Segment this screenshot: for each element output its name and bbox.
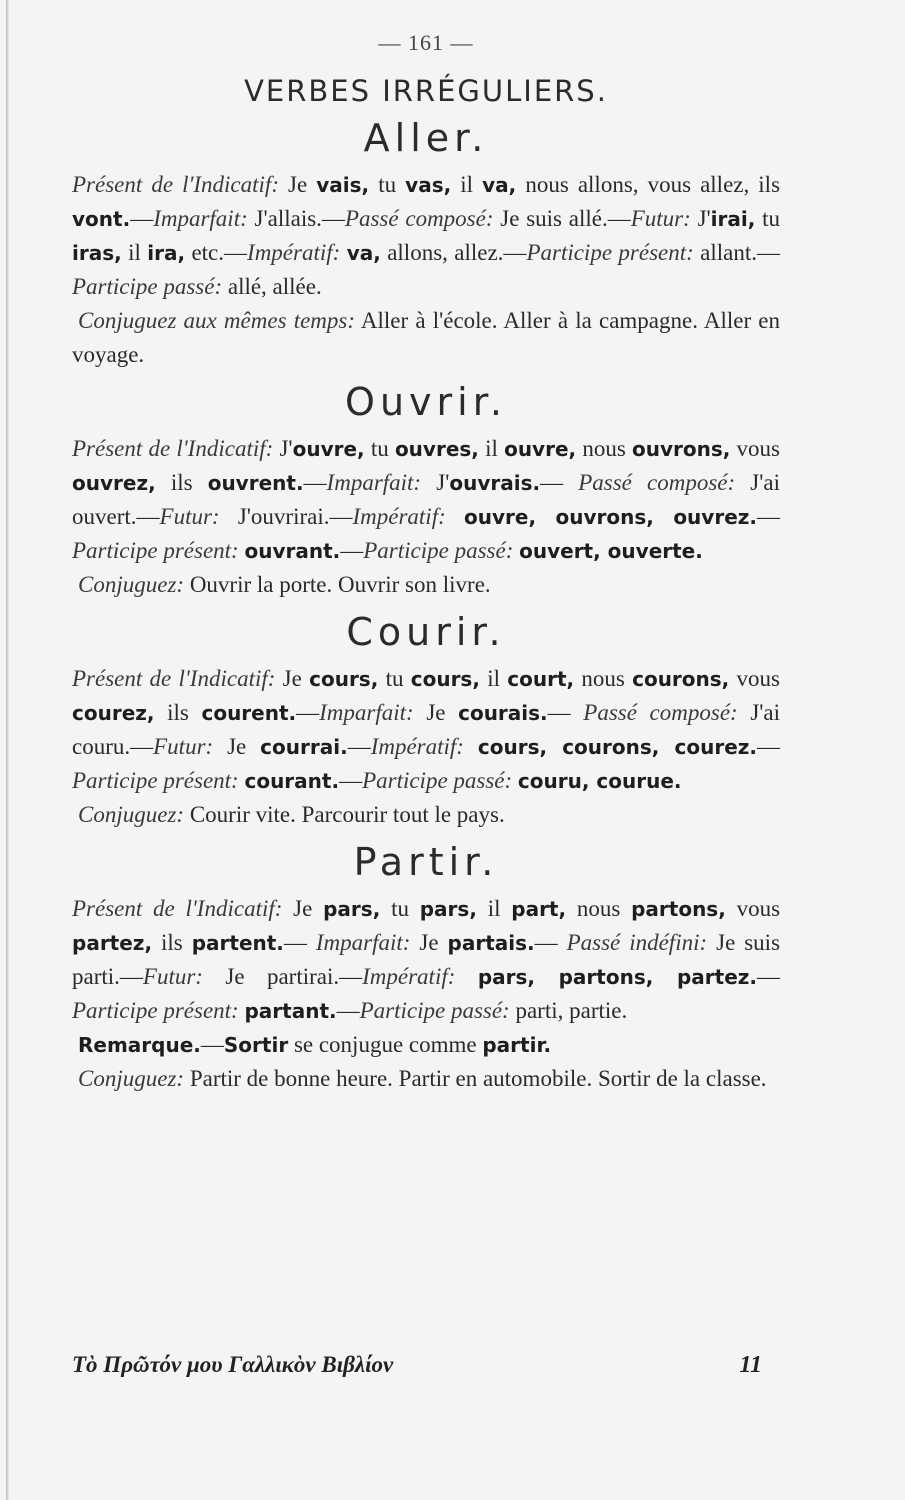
tense-label: Imparfait:	[315, 930, 411, 955]
verb-form: partais.	[447, 931, 535, 955]
tense-label: Participe passé:	[363, 538, 514, 563]
footer-signature: 11	[739, 1352, 762, 1378]
text-run: tu	[378, 666, 411, 691]
text-run: —	[340, 538, 364, 563]
verb-form: ouvert, ouverte.	[519, 539, 703, 563]
verb-form: courrai.	[260, 735, 348, 759]
text-run: vous	[730, 436, 780, 461]
text-run: Je partirai.—	[202, 964, 363, 989]
tense-label: Présent de l'Indicatif:	[72, 172, 279, 197]
text-run: —	[547, 700, 584, 725]
verb-form: partant.	[244, 999, 337, 1023]
exercise-paragraph	[72, 568, 780, 602]
tense-label: Imparfait:	[153, 206, 248, 231]
page-edge	[6, 0, 9, 1500]
footer-book-title: Τὸ Πρῶτόν μου Γαλλικὸν Βιβλίον	[72, 1352, 394, 1377]
text-run: Je	[278, 172, 317, 197]
verb-form: pars, partons, partez.	[477, 965, 758, 989]
text-run: —	[540, 470, 579, 495]
text-run: parti, partie.	[509, 998, 628, 1023]
verb-title: Courir.	[346, 610, 506, 654]
verb-form: ouvre, ouvrons, ouvrez.	[464, 505, 757, 529]
tense-label: Participe passé:	[72, 274, 223, 299]
verb-title: Partir.	[353, 840, 499, 884]
verb-form: ouvrez,	[72, 471, 156, 495]
text-run: Courir vite. Parcourir tout le pays.	[184, 802, 505, 827]
text-run: il	[476, 896, 512, 921]
verb-form: vas,	[405, 173, 452, 197]
verb-form: courons,	[632, 667, 730, 691]
text-run: J'	[421, 470, 450, 495]
chapter-title: VERBES IRRÉGULIERS.	[244, 74, 608, 108]
text-run: nous	[574, 666, 633, 691]
verb-form: courais.	[458, 701, 548, 725]
tense-label: Participe présent:	[72, 768, 239, 793]
tense-label: Futur:	[630, 206, 691, 231]
verb-form: ouvrais.	[449, 471, 541, 495]
tense-label: Participe présent:	[72, 538, 239, 563]
tense-label: Impératif:	[362, 964, 456, 989]
verb-form: partir.	[482, 1033, 552, 1057]
text-run: J'ai couru.—	[72, 700, 781, 759]
page-number: — 161 —	[378, 30, 474, 55]
text-run: Ouvrir la porte. Ouvrir son livre.	[184, 572, 491, 597]
sections-container	[72, 116, 780, 1096]
exercise-paragraph	[72, 1062, 780, 1096]
tense-label: Participe présent:	[72, 998, 239, 1023]
verb-form: cours,	[410, 667, 480, 691]
tense-label: Impératif:	[370, 734, 464, 759]
tense-label: Futur:	[153, 734, 214, 759]
exercise-paragraph	[72, 1028, 780, 1062]
verb-form: ouvrant.	[244, 539, 341, 563]
verb-form: ira,	[147, 241, 186, 265]
verb-form: court,	[507, 667, 575, 691]
text-run: —	[757, 734, 780, 759]
verb-form: pars,	[419, 897, 477, 921]
verb-form: couru, courue.	[517, 769, 682, 793]
tense-label: Présent de l'Indicatif:	[72, 896, 283, 921]
tense-label: Passé composé:	[344, 206, 494, 231]
tense-label: Conjuguez aux mêmes temps:	[78, 308, 356, 333]
text-run: ils	[155, 470, 208, 495]
verb-form: courent.	[201, 701, 297, 725]
verb-form: va,	[346, 241, 381, 265]
verb-form: Sortir	[223, 1033, 289, 1057]
verb-form: vont.	[72, 207, 131, 231]
text-run: —	[130, 206, 154, 231]
text-run: Partir de bonne heure. Partir en automobile. Sortir de la classe.	[184, 1066, 767, 1091]
tense-label: Futur:	[142, 964, 203, 989]
page-footer	[72, 1352, 762, 1379]
tense-label: Imparfait:	[326, 470, 422, 495]
text-run	[455, 964, 477, 989]
tense-label: Futur:	[159, 504, 220, 529]
text-run: Je	[413, 700, 459, 725]
tense-label: Participe passé:	[359, 998, 510, 1023]
verb-form: ouvre,	[504, 437, 577, 461]
exercise-paragraph	[72, 304, 780, 372]
verb-title: Aller.	[363, 116, 489, 160]
text-run: Je	[282, 896, 324, 921]
text-run: Je suis parti.—	[72, 930, 781, 989]
tense-label: Présent de l'Indicatif:	[72, 436, 274, 461]
verb-form: va,	[482, 173, 517, 197]
tense-label: Imparfait:	[319, 700, 414, 725]
verb-form: courez,	[72, 701, 155, 725]
text-run: J'ai ouvert.—	[72, 470, 780, 529]
text-run: ils	[152, 930, 192, 955]
verb-form: ouvre,	[292, 437, 365, 461]
verb-form: courant.	[244, 769, 340, 793]
text-run: vous	[729, 666, 780, 691]
text-run: —	[283, 930, 316, 955]
text-run: Je suis allé.—	[493, 206, 631, 231]
text-run: —	[200, 1032, 224, 1057]
text-run: allant.—	[693, 240, 780, 265]
conjugation-paragraph	[72, 662, 780, 798]
tense-label: Présent de l'Indicatif:	[72, 666, 276, 691]
tense-label: Conjuguez:	[78, 1066, 185, 1091]
text-run: Je	[275, 666, 310, 691]
text-run: J'	[273, 436, 293, 461]
text-run: il	[479, 666, 508, 691]
text-run	[446, 504, 464, 529]
text-run: —	[336, 998, 360, 1023]
text-run: allons, allez.—	[380, 240, 527, 265]
text-run: Aller à l'école. Aller à la campagne. Aller en voyage.	[72, 308, 780, 367]
text-run	[464, 734, 478, 759]
text-run: Je	[213, 734, 261, 759]
tense-label: Participe présent:	[526, 240, 694, 265]
text-run: —	[339, 768, 363, 793]
page-content	[72, 30, 780, 1096]
text-run: tu	[369, 172, 406, 197]
text-run: J'	[690, 206, 711, 231]
verb-form: iras,	[72, 241, 122, 265]
text-run: ils	[154, 700, 202, 725]
text-run: il	[121, 240, 148, 265]
verb-form: irai,	[710, 207, 756, 231]
text-run: J'allais.—	[247, 206, 345, 231]
tense-label: Impératif:	[247, 240, 341, 265]
verb-form: part,	[511, 897, 567, 921]
verb-form: partez,	[72, 931, 153, 955]
text-run: se conjugue comme	[288, 1032, 483, 1057]
text-run: —	[296, 700, 320, 725]
text-run: tu	[755, 206, 781, 231]
text-run: etc.—	[185, 240, 248, 265]
verb-form: ouvrons,	[631, 437, 731, 461]
tense-label: Passé composé:	[578, 470, 736, 495]
text-run: tu	[364, 436, 395, 461]
text-run: il	[478, 436, 505, 461]
text-run: —	[534, 930, 567, 955]
verb-title: Ouvrir.	[345, 380, 507, 424]
conjugation-paragraph	[72, 892, 780, 1028]
tense-label: Passé indéfini:	[566, 930, 708, 955]
verb-form: partons,	[631, 897, 726, 921]
text-run: allé, allée.	[222, 274, 322, 299]
conjugation-paragraph	[72, 432, 780, 568]
tense-label: Participe passé:	[362, 768, 513, 793]
text-run: J'ouvrirai.—	[219, 504, 353, 529]
text-run: nous	[576, 436, 632, 461]
text-run: tu	[380, 896, 420, 921]
text-run: vous	[725, 896, 781, 921]
text-run: —	[757, 504, 780, 529]
verb-form: cours,	[309, 667, 379, 691]
verb-form: Remarque.	[78, 1033, 201, 1057]
tense-label: Conjuguez:	[78, 572, 185, 597]
verb-form: ouvres,	[394, 437, 479, 461]
text-run: —	[757, 964, 781, 989]
text-run: il	[451, 172, 483, 197]
verb-form: partent.	[191, 931, 284, 955]
text-run: —	[303, 470, 327, 495]
text-run: nous	[566, 896, 632, 921]
conjugation-paragraph	[72, 168, 780, 304]
text-run: nous allons, vous allez, ils	[516, 172, 781, 197]
tense-label: Passé composé:	[583, 700, 738, 725]
verb-form: cours, courons, courez.	[477, 735, 757, 759]
verb-form: ouvrent.	[207, 471, 304, 495]
exercise-paragraph	[72, 798, 780, 832]
tense-label: Conjuguez:	[78, 802, 185, 827]
verb-form: pars,	[323, 897, 381, 921]
text-run: Je	[410, 930, 448, 955]
tense-label: Impératif:	[352, 504, 446, 529]
text-run: —	[347, 734, 371, 759]
verb-form: vais,	[316, 173, 370, 197]
